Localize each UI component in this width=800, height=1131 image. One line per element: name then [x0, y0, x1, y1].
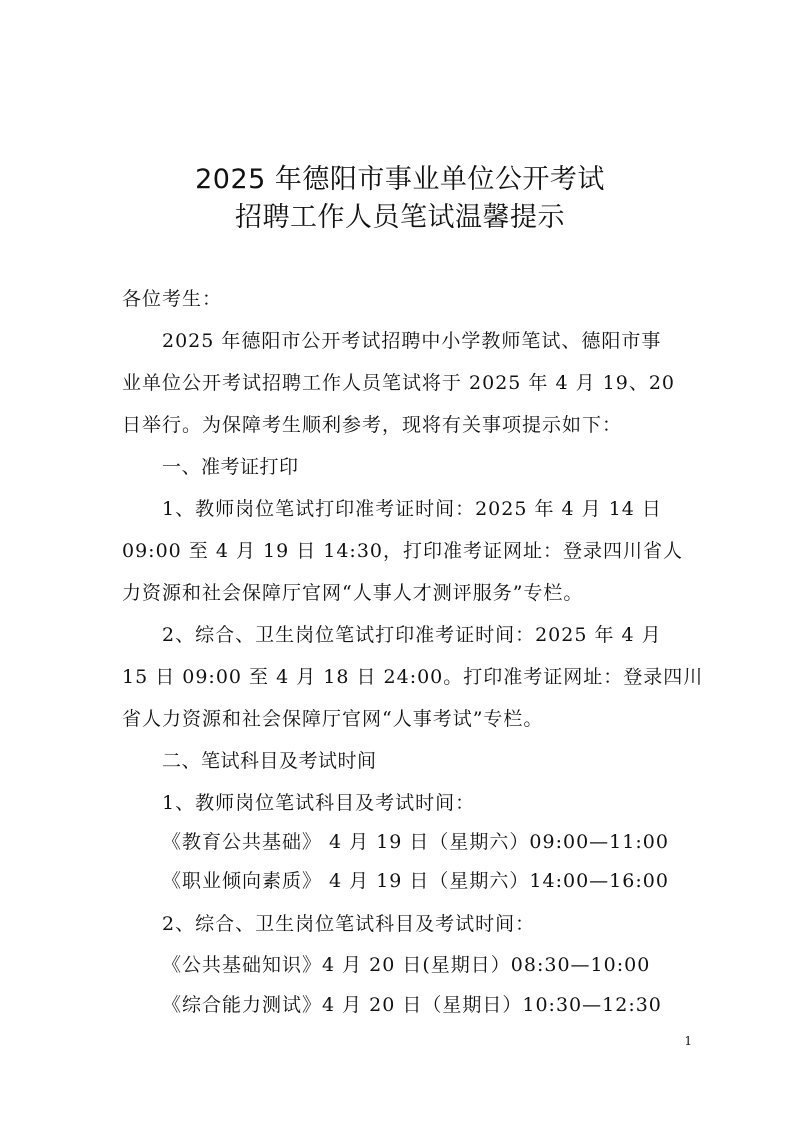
general-exam-2: 《综合能力测试》4 月 20 日（星期日）10:30—12:30 — [162, 994, 662, 1016]
section1-item2-line-2: 15 日 09:00 至 4 月 18 日 24:00。打印准考证网址：登录四川 — [122, 666, 704, 688]
intro-line-2: 业单位公开考试招聘工作人员笔试将于 2025 年 4 月 19、20 — [122, 372, 675, 394]
general-exams-intro: 2、综合、卫生岗位笔试科目及考试时间： — [162, 913, 536, 935]
title-line-1: 2025 年德阳市事业单位公开考试 — [195, 164, 605, 195]
section1-item1-line-3: 力资源和社会保障厅官网“人事人才测评服务”专栏。 — [122, 582, 584, 604]
section1-heading: 一、准考证打印 — [162, 456, 299, 478]
section1-item2-line-1: 2、综合、卫生岗位笔试打印准考证时间：2025 年 4 月 — [162, 624, 662, 646]
teacher-exam-1: 《教育公共基础》 4 月 19 日（星期六）09:00—11:00 — [162, 831, 669, 853]
page-number: 1 — [684, 1034, 692, 1048]
section1-item2-line-3: 省人力资源和社会保障厅官网“人事考试”专栏。 — [122, 708, 544, 730]
intro-line-1: 2025 年德阳市公开考试招聘中小学教师笔试、德阳市事 — [162, 330, 662, 352]
title-line-2: 招聘工作人员笔试温馨提示 — [235, 202, 565, 233]
section1-item1-line-1: 1、教师岗位笔试打印准考证时间：2025 年 4 月 14 日 — [162, 498, 662, 520]
intro-line-3: 日举行。为保障考生顺利参考，现将有关事项提示如下： — [122, 414, 623, 436]
general-exam-1: 《公共基础知识》4 月 20 日(星期日）08:30—10:00 — [162, 954, 651, 976]
section1-item1-line-2: 09:00 至 4 月 19 日 14:30，打印准考证网址：登录四川省人 — [122, 540, 684, 562]
teacher-exams-intro: 1、教师岗位笔试科目及考试时间： — [162, 792, 476, 814]
section2-heading: 二、笔试科目及考试时间 — [162, 750, 377, 772]
salutation: 各位考生： — [122, 288, 223, 310]
teacher-exam-2: 《职业倾向素质》 4 月 19 日（星期六）14:00—16:00 — [162, 870, 669, 892]
